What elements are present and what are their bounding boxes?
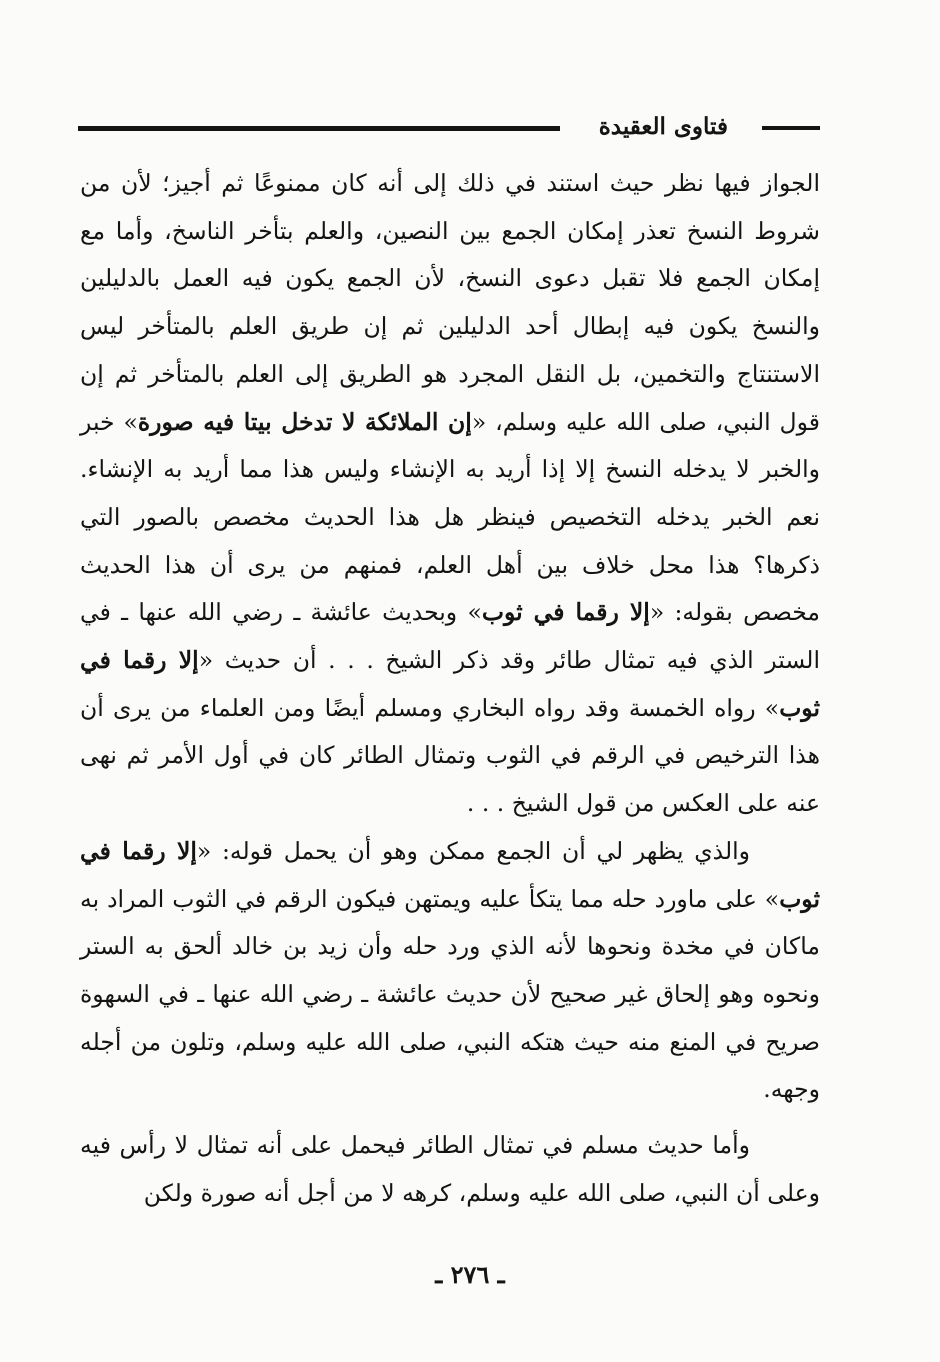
page-number: ـ ٢٧٦ ـ <box>435 1260 505 1289</box>
hadith-quote: إلا رقما في ثوب <box>80 836 820 913</box>
text-segment: » على ماورد حله مما يتكأ عليه ويمتهن فيكون الرقم في الثوب المراد به ماكان في مخدة ونحوها لأنه الذي ورد حله وأن زيد بن خالد ألحق به الستر ونحوه وهو إلحاق غير صحيح لأن حديث عائشة ـ رضي الله عنها ـ في السهوة صريح في المنع منه حيث هتكه النبي، صلى الله عليه وسلم، وتلون من أجله وجهه. <box>80 884 820 1104</box>
paragraph-1 <box>80 160 820 828</box>
page-header <box>78 110 820 146</box>
text-segment: والذي يظهر لي أن الجمع ممكن وهو أن يحمل قوله: « <box>196 836 750 865</box>
header-rule-long <box>78 126 560 131</box>
body-text <box>80 160 820 1220</box>
text-segment: » رواه الخمسة وقد رواه البخاري ومسلم أيضًا ومن العلماء من يرى أن هذا الترخيص في الرقم في الثوب وتمثال الطائر كان في أول الأمر ثم نهى عنه على العكس من قول الشيخ . . . <box>80 693 820 818</box>
header-rule-short <box>762 126 820 130</box>
text-segment: وأما حديث مسلم في تمثال الطائر فيحمل على أنه تمثال لا رأس فيه وعلى أن النبي، صلى الله عليه وسلم، كرهه لا من أجل أنه صورة ولكن <box>80 1131 820 1207</box>
paragraph-3 <box>80 1122 820 1217</box>
running-header-title: فتاوى العقيدة <box>598 113 728 140</box>
text-segment: » وبحديث عائشة ـ رضي الله عنها ـ في الستر الذي فيه تمثال طائر وقد ذكر الشيخ . . . أن حديث « <box>80 598 820 675</box>
hadith-quote: إلا رقما في ثوب <box>481 598 650 627</box>
text-segment: الجواز فيها نظر حيث استند في ذلك إلى أنه كان ممنوعًا ثم أجيز؛ لأن من شروط النسخ تعذر إمكان الجمع بين النصين، والعلم بتأخر الناسخ، وأما مع إمكان الجمع فلا تقبل دعوى النسخ، لأن الجمع يكون فيه العمل بالدليلين والنسخ يكون فيه إبطال أحد الدليلين ثم إن طريق العلم بالمتأخر ليس الاستنتاج والتخمين، بل النقل المجرد هو الطريق إلى العلم بالمتأخر ثم إن قول النبي، صلى الله عليه وسلم، « <box>80 169 820 436</box>
text-segment: » خبر والخبر لا يدخله النسخ إلا إذا أريد به الإنشاء وليس هذا مما أريد به الإنشاء. نعم الخبر يدخله التخصيص فينظر هل هذا الحديث مخصص بالصور التي ذكرها؟ هذا محل خلاف بين أهل العلم، فمنهم من يرى أن هذا الحديث مخصص بقوله: « <box>80 407 820 627</box>
hadith-quote: إن الملائكة لا تدخل بيتا فيه صورة <box>137 407 472 436</box>
paragraph-2 <box>80 828 820 1114</box>
hadith-quote: إلا رقما في ثوب <box>80 646 820 722</box>
